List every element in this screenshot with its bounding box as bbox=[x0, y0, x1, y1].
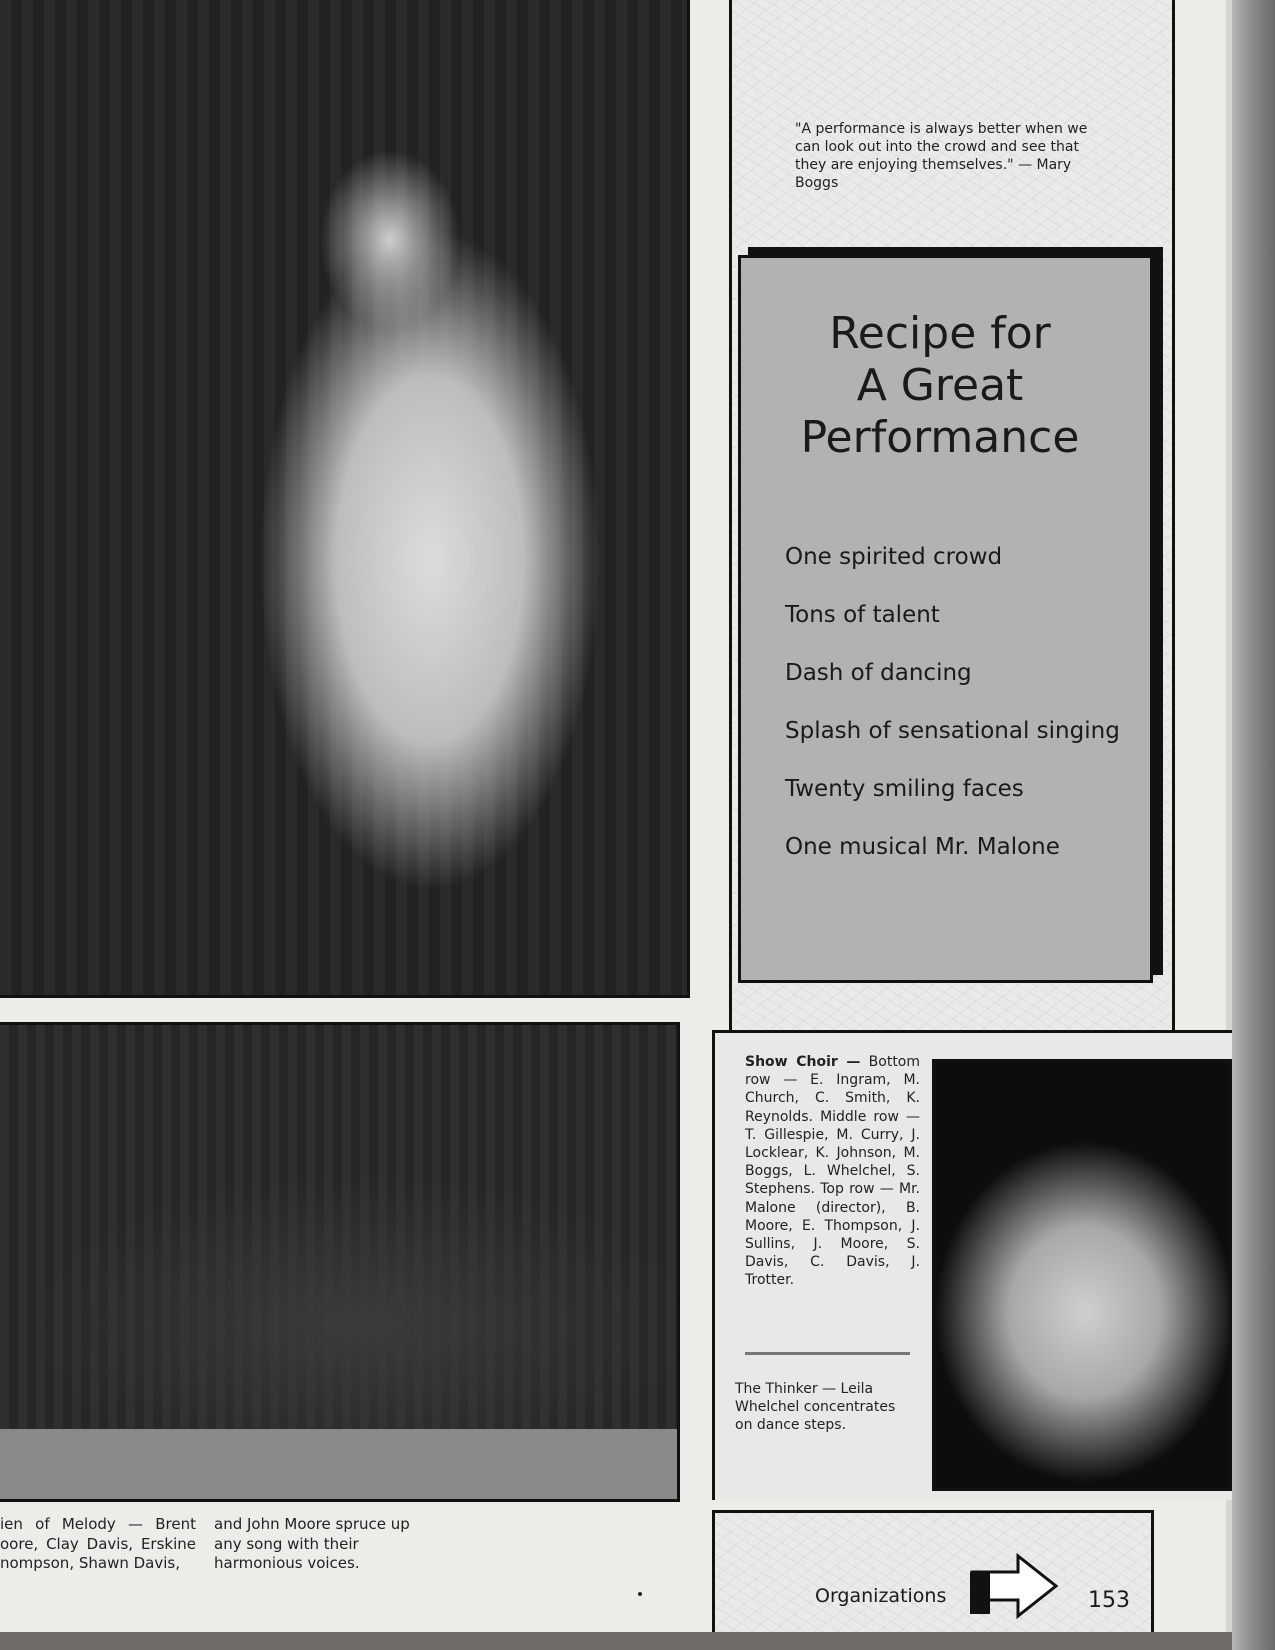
section-name: Organizations bbox=[815, 1585, 947, 1607]
page-bottom-edge bbox=[0, 1632, 1232, 1650]
thinker-photo bbox=[932, 1059, 1232, 1491]
show-choir-group-photo bbox=[0, 1022, 680, 1502]
show-choir-caption-text: Bottom row — E. Ingram, M. Church, C. Smith, K. Reynolds. Middle row — T. Gillespie, M. Curry, J. Locklear, K. Johnson, M. Boggs, L. Whelchel, S. Stephens. Top row — Mr. Malone (director), B. Moore, E. Thompson, J. Sullins, J. Moore, S. Davis, C. Davis, J. Trotter. bbox=[745, 1054, 921, 1289]
page-number: 153 bbox=[1088, 1588, 1130, 1613]
recipe-title-line-3: Performance bbox=[800, 412, 1080, 463]
melody-caption-column-1: ien of Melody — Brent oore, Clay Davis, Erskine nompson, Shawn Davis, bbox=[0, 1515, 196, 1572]
page-binding-shadow bbox=[1232, 0, 1275, 1650]
recipe-title bbox=[760, 308, 1120, 464]
caption-divider bbox=[745, 1352, 910, 1355]
recipe-title-line-1: Recipe for bbox=[829, 308, 1051, 359]
footer-texture-panel bbox=[712, 1510, 1154, 1650]
ingredient-item: Dash of dancing bbox=[785, 660, 972, 686]
ingredient-item: Tons of talent bbox=[785, 602, 940, 628]
stage-floor bbox=[0, 1429, 677, 1499]
performer-photo-border bbox=[0, 0, 690, 998]
melody-caption-column-2: and John Moore spruce up any song with their harmonious voices. bbox=[214, 1515, 410, 1572]
right-arrow-icon bbox=[968, 1552, 1060, 1620]
print-dot bbox=[638, 1592, 642, 1596]
ingredient-item: Splash of sensational singing bbox=[785, 718, 1120, 744]
show-choir-caption-heading: Show Choir — bbox=[745, 1054, 861, 1070]
show-choir-caption bbox=[745, 1053, 920, 1290]
ingredient-item: One spirited crowd bbox=[785, 544, 1003, 570]
thinker-caption: The Thinker — Leila Whelchel concentrates on dance steps. bbox=[735, 1381, 896, 1434]
mary-boggs-quote: "A performance is always better when we can look out into the crowd and see that they are enjoying themselves." — Mary Boggs bbox=[795, 121, 1088, 191]
recipe-title-line-2: A Great bbox=[856, 360, 1024, 411]
ingredient-item: One musical Mr. Malone bbox=[785, 834, 1060, 860]
ingredient-item: Twenty smiling faces bbox=[785, 776, 1024, 802]
ingredient-list bbox=[785, 542, 1135, 890]
